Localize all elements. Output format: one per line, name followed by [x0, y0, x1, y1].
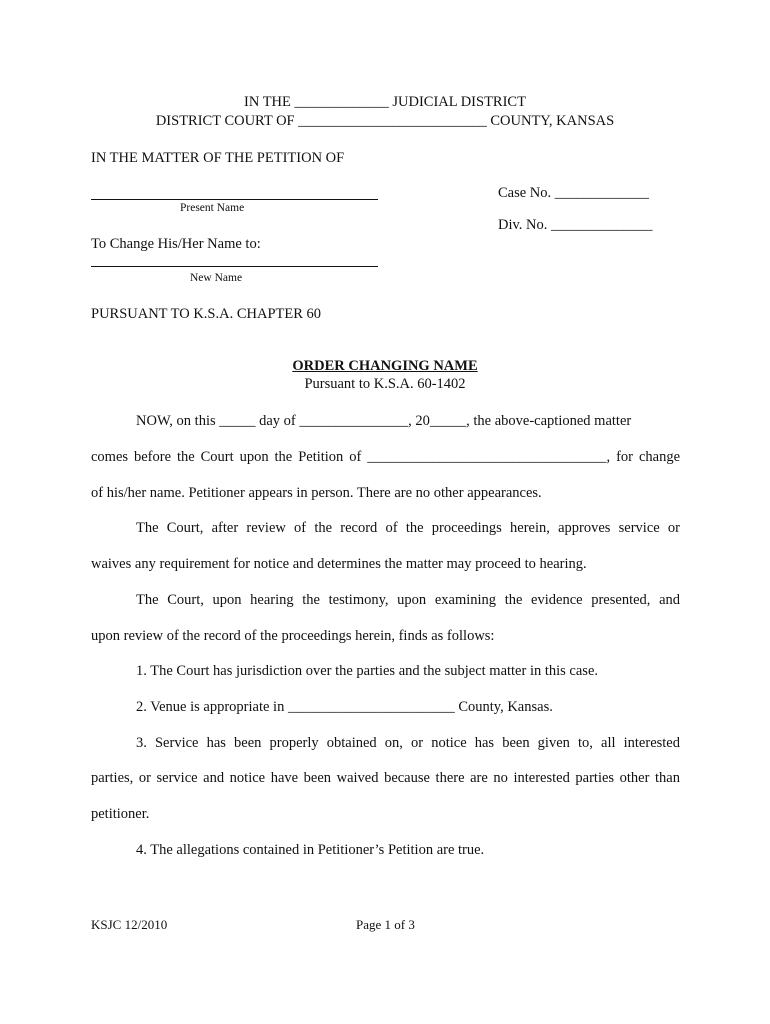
- page-number: Page 1 of 3: [356, 917, 415, 932]
- order-subtitle: Pursuant to K.S.A. 60-1402: [304, 376, 466, 392]
- finding-1: 1. The Court has jurisdiction over the parties and the subject matter in this case.: [136, 663, 599, 679]
- finding-3-line-2: parties, or service and notice have been waived because there are no interested parties other than: [91, 770, 680, 786]
- new-name-label: New Name: [190, 272, 243, 284]
- paragraph-1-line-2: comes before the Court upon the Petition of _________________________________, for change: [91, 449, 680, 465]
- court-header-line1: IN THE _____________ JUDICIAL DISTRICT: [244, 94, 526, 110]
- form-identifier: KSJC 12/2010: [91, 917, 168, 932]
- present-name-line[interactable]: [91, 199, 378, 200]
- paragraph-3-line-2: upon review of the record of the proceedings herein, finds as follows:: [91, 628, 495, 644]
- finding-3-line-1: 3. Service has been properly obtained on, or notice has been given to, all interested: [136, 735, 680, 751]
- order-title: ORDER CHANGING NAME: [292, 358, 478, 374]
- finding-4: 4. The allegations contained in Petitioner’s Petition are true.: [136, 842, 485, 858]
- paragraph-2-line-2: waives any requirement for notice and determines the matter may proceed to hearing.: [91, 556, 587, 572]
- court-header-line2: DISTRICT COURT OF __________________________ COUNTY, KANSAS: [155, 113, 615, 129]
- paragraph-2-line-1: The Court, after review of the record of the proceedings herein, approves service or: [136, 520, 680, 536]
- paragraph-1-line-3: of his/her name. Petitioner appears in person. There are no other appearances.: [91, 485, 542, 501]
- case-number-field[interactable]: Case No. _____________: [498, 185, 650, 201]
- present-name-label: Present Name: [180, 202, 245, 214]
- matter-heading: IN THE MATTER OF THE PETITION OF: [91, 150, 345, 166]
- paragraph-3-line-1: The Court, upon hearing the testimony, upon examining the evidence presented, and: [136, 592, 680, 608]
- finding-3-line-3: petitioner.: [91, 806, 150, 822]
- pursuant-chapter: PURSUANT TO K.S.A. CHAPTER 60: [91, 306, 322, 322]
- division-number-field[interactable]: Div. No. ______________: [498, 217, 653, 233]
- paragraph-1-line-1: NOW, on this _____ day of _______________, 20_____, the above-captioned matter: [136, 413, 632, 429]
- finding-2: 2. Venue is appropriate in _______________________ County, Kansas.: [136, 699, 553, 715]
- change-name-to-label: To Change His/Her Name to:: [91, 236, 261, 252]
- new-name-line[interactable]: [91, 266, 378, 267]
